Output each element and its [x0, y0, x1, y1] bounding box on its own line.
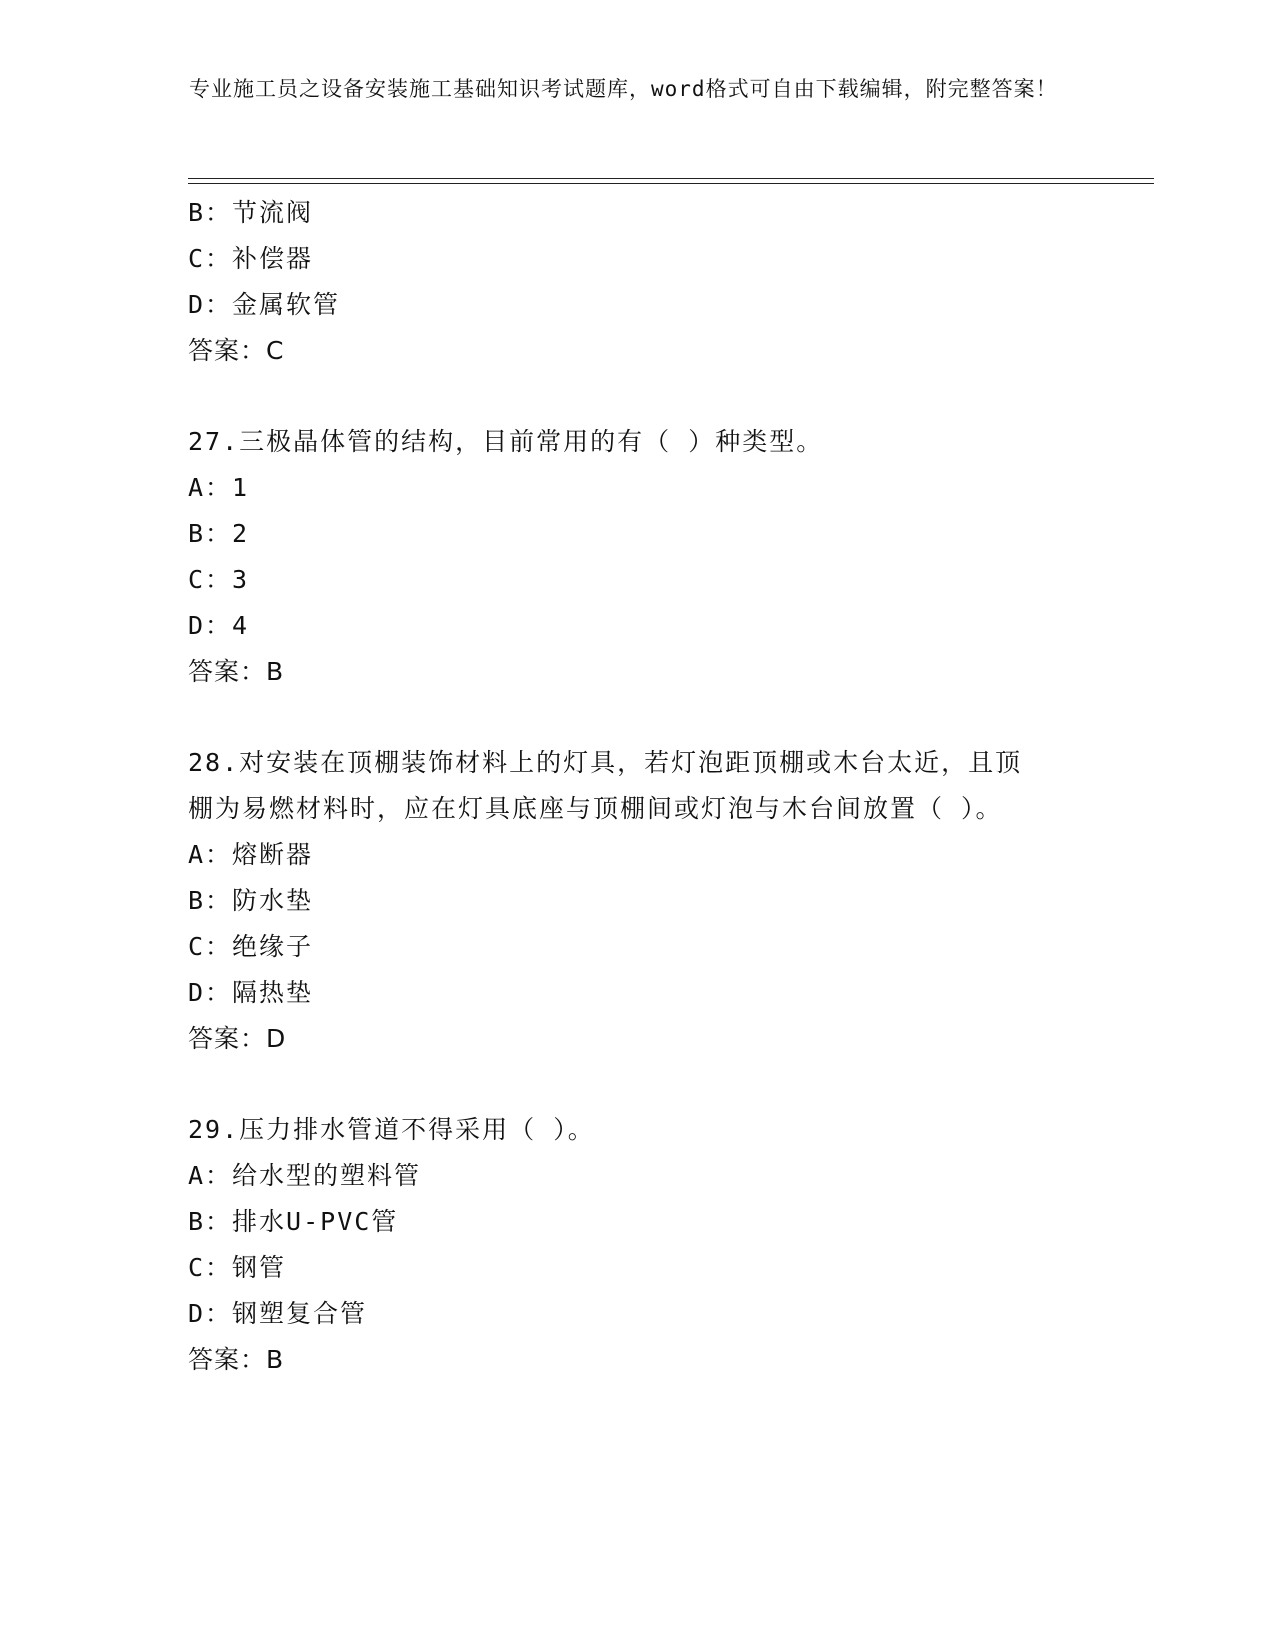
header-rule-top [188, 178, 1154, 179]
option-d: D：隔热垫 [188, 978, 314, 1007]
question-stem: 29.压力排水管道不得采用（ ）。 [188, 1115, 595, 1144]
option-d: D：钢塑复合管 [188, 1299, 368, 1328]
question-29 [188, 1107, 1148, 1383]
option-b: B：排水U-PVC管 [188, 1207, 399, 1236]
spacer [188, 374, 1148, 419]
question-stem: 27.三极晶体管的结构，目前常用的有（ ）种类型。 [188, 427, 824, 456]
option-a: A：给水型的塑料管 [188, 1161, 422, 1190]
option-a: A：1 [188, 473, 250, 502]
option-c: C：3 [188, 565, 250, 594]
question-28 [188, 740, 1148, 1062]
option-d: D：4 [188, 611, 250, 640]
question-27 [188, 419, 1148, 695]
option-c: C：绝缘子 [188, 932, 314, 961]
answer-line: 答案：D [188, 1024, 287, 1053]
option-a: A：熔断器 [188, 840, 314, 869]
spacer [188, 695, 1148, 740]
answer-line: 答案：C [188, 336, 285, 365]
option-d: D：金属软管 [188, 290, 341, 319]
option-b: B：防水垫 [188, 886, 314, 915]
question-list [188, 190, 1148, 1383]
option-b: B：节流阀 [188, 198, 314, 227]
answer-line: 答案：B [188, 1345, 285, 1374]
option-b: B：2 [188, 519, 250, 548]
option-c: C：钢管 [188, 1253, 287, 1282]
header-rule-bottom [188, 183, 1154, 184]
document-header: 专业施工员之设备安装施工基础知识考试题库，word格式可自由下载编辑，附完整答案！ [189, 77, 1058, 101]
spacer [188, 1062, 1148, 1107]
answer-line: 答案：B [188, 657, 285, 686]
question-stem-line-2: 棚为易燃材料时，应在灯具底座与顶棚间或灯泡与木台间放置（ ）。 [188, 794, 1003, 823]
question-stem-line-1: 28.对安装在顶棚装饰材料上的灯具，若灯泡距顶棚或木台太近，且顶 [188, 748, 1023, 777]
option-c: C：补偿器 [188, 244, 314, 273]
question-prev-continued [188, 190, 1148, 374]
